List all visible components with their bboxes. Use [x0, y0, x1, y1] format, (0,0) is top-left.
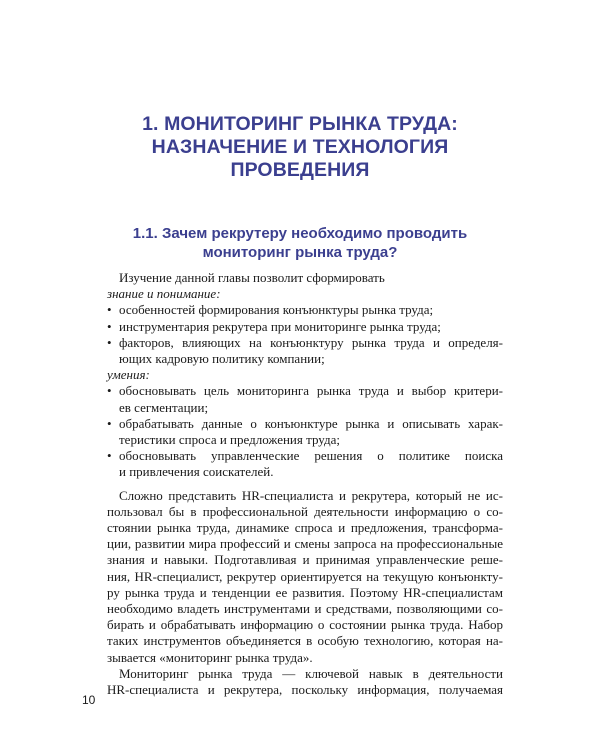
paragraph-line: ции, развитии мира профессий и смены запроса на профессиональные [107, 536, 503, 552]
spacer [107, 481, 503, 488]
list-item-line: обрабатывать данные о конъюнктуре рынка и описывать харак- [119, 415, 503, 431]
list-item-line: факторов, влияющих на конъюнктуру рынка труда и определя- [119, 334, 503, 350]
skills-item [107, 448, 503, 480]
knowledge-item [107, 302, 503, 318]
chapter-title [60, 113, 540, 182]
chapter-title-line: 1. МОНИТОРИНГ РЫНКА ТРУДА: [142, 113, 458, 135]
knowledge-item [107, 335, 503, 367]
list-item-line: и привлечения соискателей. [119, 464, 274, 480]
paragraph-line: ру рынка труда и тенденции ее развития. Поэтому HR-специалистам [107, 584, 503, 600]
paragraph-line: Мониторинг рынка труда — ключевой навык в деятельности [119, 665, 503, 681]
page-number: 10 [82, 693, 96, 707]
paragraph-line: таких инструментов объединяется в особую технологию, которая на- [107, 633, 503, 649]
paragraph-line: стоянии рынка труда, динамике спроса и предложения, трансформа- [107, 520, 503, 536]
paragraph-line: знания и навыки. Подготавливая и принимая управленческие реше- [107, 552, 503, 568]
bullet-icon: • [107, 318, 112, 334]
bullet-icon: • [107, 415, 112, 431]
skills-label: умения: [107, 367, 150, 383]
paragraph-line: Сложно представить HR-специалиста и рекрутера, который не ис- [119, 487, 503, 503]
paragraph-line: ния, HR-специалист, рекрутер ориентируется на текущую конъюнкту- [107, 568, 503, 584]
bullet-icon: • [107, 448, 112, 464]
section-title-line: мониторинг рынка труда? [202, 244, 398, 261]
bullet-icon: • [107, 302, 112, 318]
intro-line: Изучение данной главы позволит сформировать [119, 270, 385, 285]
paragraph-line: пользовал бы в профессиональной деятельности информацию о со- [107, 503, 503, 519]
body-text [107, 270, 503, 698]
paragraph-line: HR-специалиста и рекрутера, поскольку информация, получаемая [107, 682, 503, 698]
chapter-title-line: НАЗНАЧЕНИЕ И ТЕХНОЛОГИЯ [151, 136, 449, 158]
list-item-line: инструментария рекрутера при мониторинге рынка труда; [119, 318, 441, 334]
skills-item [107, 416, 503, 448]
knowledge-item [107, 319, 503, 335]
skills-item [107, 383, 503, 415]
paragraph-line: бирать и обрабатывать информацию о состоянии рынка труда. Набор [107, 617, 503, 633]
knowledge-label: знание и понимание: [107, 286, 221, 302]
paragraph [107, 666, 503, 698]
paragraph [107, 488, 503, 666]
list-item-line: обосновывать цель мониторинга рынка труда и выбор критери- [119, 383, 503, 399]
list-item-line: ющих кадровую политику компании; [119, 351, 325, 367]
list-item-line: обосновывать управленческие решения о политике поиска [119, 448, 503, 464]
list-item-line: ев сегментации; [119, 399, 209, 415]
section-title-line: 1.1. Зачем рекрутеру необходимо проводить [132, 225, 468, 242]
list-item-line: теристики спроса и предложения труда; [119, 432, 340, 448]
section-title [90, 224, 510, 262]
list-item-line: особенностей формирования конъюнктуры рынка труда; [119, 302, 434, 318]
paragraph-line: зывается «мониторинг рынка труда». [107, 649, 313, 665]
chapter-title-line: ПРОВЕДЕНИЯ [230, 159, 370, 181]
bullet-icon: • [107, 334, 112, 350]
bullet-icon: • [107, 383, 112, 399]
paragraph-line: необходимо владеть инструментами и средствами, позволяющими со- [107, 601, 503, 617]
